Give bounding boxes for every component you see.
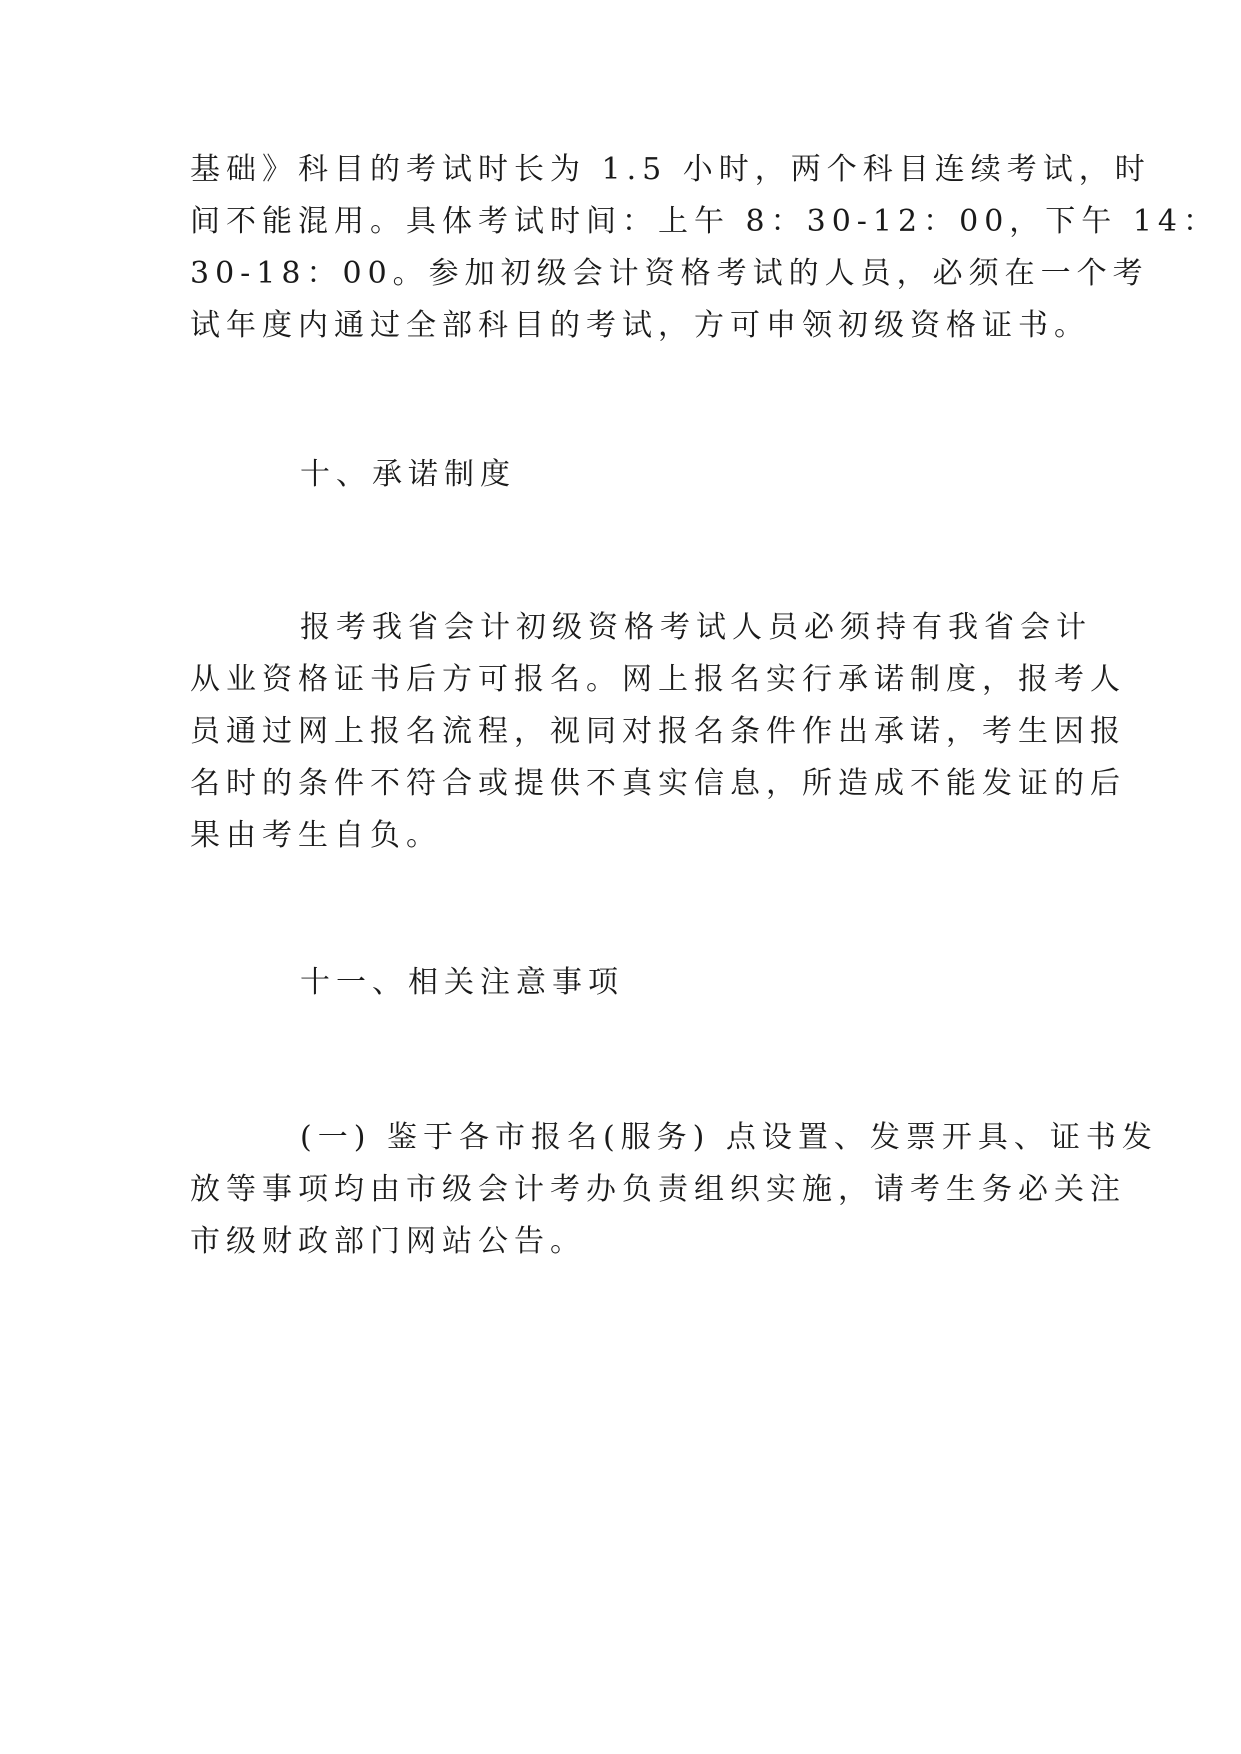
text-line: 基础》科目的考试时长为 1.5 小时，两个科目连续考试，时 [190,152,1151,187]
text-line: 报考我省会计初级资格考试人员必须持有我省会计 [300,610,1092,645]
text-line: 间不能混用。具体考试时间：上午 8：30-12：00，下午 14： [190,204,1219,239]
text-line: 果由考生自负。 [190,818,442,853]
text-line: 放等事项均由市级会计考办负责组织实施，请考生务必关注 [190,1172,1126,1207]
text-line: 市级财政部门网站公告。 [190,1224,586,1259]
text-line: (一) 鉴于各市报名(服务) 点设置、发票开具、证书发 [300,1120,1158,1155]
text-line: 试年度内通过全部科目的考试，方可申领初级资格证书。 [190,308,1090,343]
text-line: 员通过网上报名流程，视同对报名条件作出承诺，考生因报 [190,714,1126,749]
text-line: 从业资格证书后方可报名。网上报名实行承诺制度，报考人 [190,662,1126,697]
text-line: 名时的条件不符合或提供不真实信息，所造成不能发证的后 [190,766,1126,801]
section-heading-commitment: 十、承诺制度 [300,457,516,492]
text-line: 30-18：00。参加初级会计资格考试的人员，必须在一个考 [190,256,1149,291]
section-heading-notices: 十一、相关注意事项 [300,965,624,1000]
